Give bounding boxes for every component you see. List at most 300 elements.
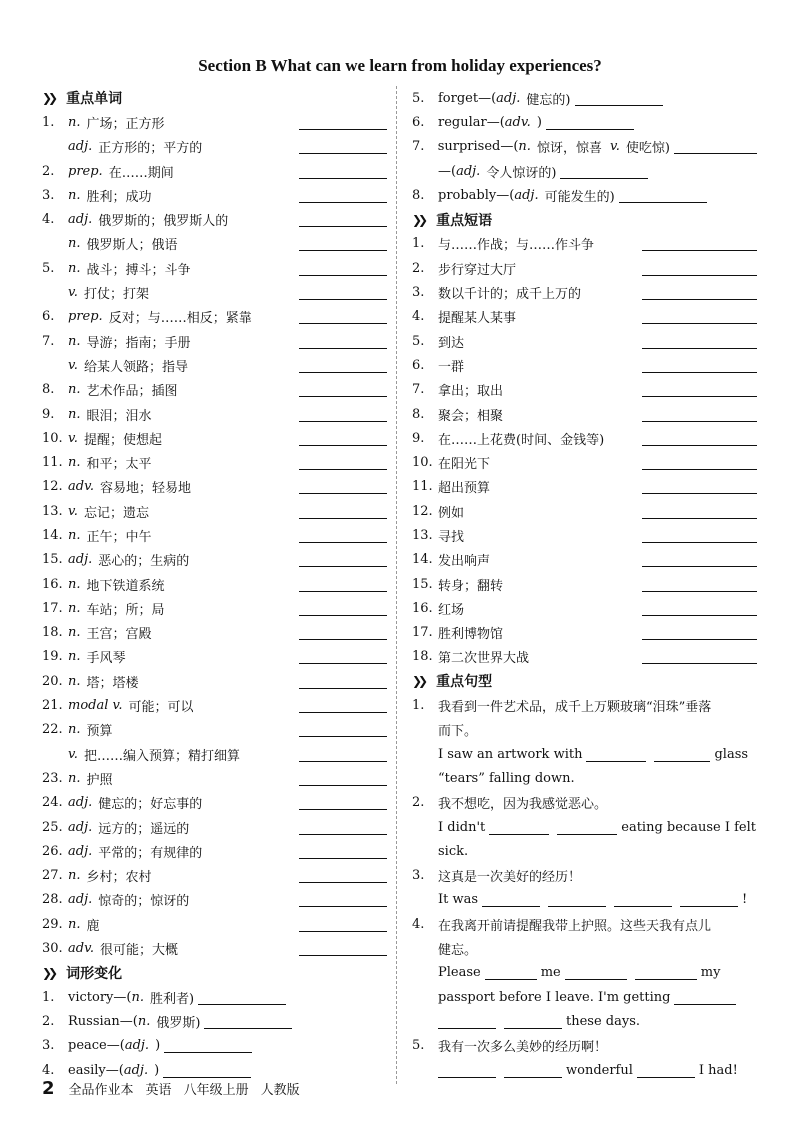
part-of-speech: n. [68, 916, 81, 932]
double-chevron-icon: ❯❯ [412, 212, 425, 227]
part-of-speech: n. [68, 576, 81, 592]
chinese-phrase: 第二次世界大战 [438, 651, 530, 667]
sentence-row: I saw an artwork with glass [438, 746, 749, 762]
item-number: 17. [42, 600, 63, 616]
answer-blank[interactable] [299, 504, 387, 519]
answer-blank[interactable] [642, 601, 757, 616]
item-number: 9. [412, 430, 425, 446]
answer-blank[interactable] [504, 1014, 562, 1029]
item-number: 28. [42, 892, 63, 908]
item-number: 13. [42, 503, 63, 519]
answer-blank[interactable] [642, 625, 757, 640]
chinese-phrase: 在阳光下 [438, 457, 491, 473]
answer-blank[interactable] [299, 236, 387, 251]
item-number: 6. [42, 309, 55, 325]
part-of-speech: prep. [68, 309, 103, 325]
chinese-meaning: 很可能；大概 [100, 943, 179, 959]
part-of-speech: adj. [124, 1038, 150, 1054]
answer-blank[interactable] [299, 601, 387, 616]
answer-blank[interactable] [586, 747, 646, 762]
item-number: 13. [412, 527, 433, 543]
chinese-meaning: 俄罗斯) [156, 1015, 201, 1031]
answer-blank[interactable] [163, 1063, 251, 1078]
answer-blank[interactable] [299, 431, 387, 446]
phrase-row [412, 232, 757, 256]
item-number: 11. [42, 455, 63, 471]
answer-blank[interactable] [614, 892, 672, 907]
chinese-meaning: 令人惊讶的) [486, 165, 557, 181]
chinese-meaning: 可能；可以 [128, 700, 194, 716]
chinese-meaning: ) [154, 1062, 160, 1078]
answer-blank[interactable] [504, 1063, 562, 1078]
answer-blank[interactable] [299, 552, 387, 567]
answer-blank[interactable] [299, 941, 387, 956]
column-divider [396, 86, 397, 1084]
sentence-row: sick. [438, 843, 469, 859]
vocab-row [42, 159, 387, 183]
vocab-row [42, 305, 387, 329]
part-of-speech: n. [68, 406, 81, 422]
item-number: 24. [42, 795, 63, 811]
answer-blank[interactable] [299, 722, 387, 737]
answer-blank[interactable] [485, 965, 537, 980]
part-of-speech: v. [68, 503, 78, 519]
item-number: 15. [412, 576, 433, 592]
chinese-phrase: 步行穿过大厅 [438, 262, 517, 278]
answer-blank[interactable] [299, 820, 387, 835]
section-heading-phrases: ❯❯ 重点短语 [412, 212, 493, 229]
answer-blank[interactable] [565, 965, 627, 980]
chinese-meaning: 健忘的) [526, 92, 571, 108]
answer-blank[interactable] [299, 358, 387, 373]
answer-blank[interactable] [642, 407, 757, 422]
answer-blank[interactable] [204, 1014, 292, 1029]
answer-blank[interactable] [548, 892, 606, 907]
vocab-row [42, 742, 387, 766]
item-number: 20. [42, 673, 63, 689]
vocab-row [42, 621, 387, 645]
phrase-row [412, 256, 757, 280]
form-row [412, 159, 757, 183]
phrase-row [412, 523, 757, 547]
chinese-meaning: 预算 [86, 724, 113, 740]
part-of-speech: prep. [68, 163, 103, 179]
sentence-row: I didn't eating because I felt [438, 819, 756, 835]
item-number: 7. [412, 382, 425, 398]
part-of-speech: n. [518, 139, 531, 155]
item-number: 4. [42, 1062, 55, 1078]
answer-blank[interactable] [642, 649, 757, 664]
vocab-row [42, 864, 387, 888]
vocab-row [42, 548, 387, 572]
part-of-speech: adv. [68, 941, 95, 957]
chinese-meaning: 俄罗斯的；俄罗斯人的 [98, 214, 229, 230]
source-word: easily—( [68, 1062, 124, 1078]
vocab-row [42, 936, 387, 960]
forms-list-right [412, 86, 757, 207]
phrase-row [412, 645, 757, 669]
part-of-speech: n. [131, 989, 144, 1005]
answer-blank[interactable] [482, 892, 540, 907]
phrase-row [412, 329, 757, 353]
item-number: 6. [412, 357, 425, 373]
chinese-meaning: 打仗；打架 [83, 287, 149, 303]
chinese-phrase: 在……上花费(时间、金钱等) [438, 432, 605, 448]
chinese-meaning: 导游；指南；手册 [86, 335, 191, 351]
answer-blank[interactable] [299, 674, 387, 689]
source-word: probably—( [438, 187, 515, 203]
chinese-meaning: 王宫；宫殿 [86, 627, 152, 643]
answer-blank[interactable] [619, 188, 707, 203]
vocab-row [42, 693, 387, 717]
item-number: 18. [412, 649, 433, 665]
vocab-row [42, 232, 387, 256]
chinese-meaning: ) [536, 114, 542, 130]
answer-blank[interactable] [299, 868, 387, 883]
item-number: 16. [42, 576, 63, 592]
item-number: 1. [42, 114, 55, 130]
item-number: 3. [42, 1038, 55, 1054]
vocab-row [42, 645, 387, 669]
item-number: 10. [412, 455, 433, 471]
part-of-speech: adj. [496, 90, 521, 106]
section-heading-sentences: ❯❯ 重点句型 [412, 674, 493, 691]
item-number: 7. [42, 333, 55, 349]
chinese-meaning: 乡村；农村 [86, 870, 152, 886]
sentence-list [412, 693, 757, 1082]
answer-blank[interactable] [299, 285, 387, 300]
part-of-speech: adj. [68, 139, 93, 155]
page-title: Section B What can we learn from holiday experiences? [198, 56, 602, 75]
chinese-meaning: 胜利；成功 [86, 189, 152, 205]
phrase-row [412, 280, 757, 304]
item-number: 1. [42, 989, 55, 1005]
part-of-speech: n. [68, 187, 81, 203]
source-word: forget—( [438, 90, 497, 106]
chinese-meaning: 容易地；轻易地 [100, 481, 192, 497]
answer-blank[interactable] [546, 115, 634, 130]
vocab-row [42, 791, 387, 815]
sentence-row: Please me my [438, 965, 721, 981]
vocab-row [42, 329, 387, 353]
part-of-speech: adv. [504, 114, 531, 130]
answer-blank[interactable] [575, 91, 663, 106]
part-of-speech: adj. [68, 892, 93, 908]
item-number: 18. [42, 625, 63, 641]
section-heading-vocab: ❯❯ 重点单词 [42, 91, 123, 108]
chinese-meaning: 提醒；使想起 [83, 432, 162, 448]
sentence-row: 1. 我看到一件艺术品，成千上万颗玻璃“泪珠”垂落 [412, 698, 712, 716]
vocab-row [42, 353, 387, 377]
part-of-speech: n. [137, 1013, 151, 1029]
answer-blank[interactable] [299, 455, 387, 470]
item-number: 2. [42, 163, 55, 179]
item-number: 14. [42, 527, 63, 543]
answer-blank[interactable] [642, 309, 757, 324]
left-column [42, 86, 387, 1082]
item-number: 16. [412, 600, 433, 616]
item-number: 17. [412, 625, 433, 641]
chinese-meaning: 忘记；遗忘 [83, 505, 149, 521]
double-chevron-icon: ❯❯ [42, 965, 55, 980]
chinese-phrase: 胜利博物馆 [438, 627, 504, 643]
part-of-speech: n. [68, 770, 81, 786]
answer-blank[interactable] [299, 892, 387, 907]
sentence-row: passport before I leave. I'm getting [412, 985, 757, 1009]
book-name: 全品作业本 [68, 1083, 134, 1098]
part-of-speech: v. [609, 139, 620, 155]
item-number: 5. [412, 90, 425, 106]
item-number: 26. [42, 843, 63, 859]
answer-blank[interactable] [299, 625, 387, 640]
chinese-meaning: 远方的；遥远的 [98, 821, 190, 837]
part-of-speech: adj. [68, 552, 93, 568]
chinese-meaning: 反对；与……相反；紧靠 [108, 311, 252, 327]
item-number: 10. [42, 430, 63, 446]
answer-blank[interactable] [299, 188, 387, 203]
form-row [412, 183, 757, 207]
chinese-meaning: 战斗；搏斗；斗争 [86, 262, 191, 278]
answer-blank[interactable] [299, 649, 387, 664]
chinese-meaning: 车站；所；局 [86, 602, 165, 618]
answer-blank[interactable] [637, 1063, 695, 1078]
double-chevron-icon: ❯❯ [42, 91, 55, 106]
answer-blank[interactable] [642, 577, 757, 592]
chinese-meaning: 地下铁道系统 [86, 578, 165, 594]
chinese-meaning: 手风琴 [86, 651, 126, 667]
chinese-meaning: 护照 [86, 772, 113, 788]
answer-blank[interactable] [557, 820, 617, 835]
item-number: 30. [42, 941, 63, 957]
part-of-speech: v. [68, 430, 78, 446]
answer-blank[interactable] [642, 504, 757, 519]
chinese-meaning: 广场；正方形 [86, 116, 165, 132]
answer-blank[interactable] [654, 747, 710, 762]
answer-blank[interactable] [680, 892, 738, 907]
phrase-row [412, 572, 757, 596]
answer-blank[interactable] [198, 990, 286, 1005]
item-number: 29. [42, 916, 63, 932]
answer-blank[interactable] [642, 261, 757, 276]
part-of-speech: adj. [68, 795, 93, 811]
item-number: 4. [42, 212, 55, 228]
answer-blank[interactable] [299, 407, 387, 422]
answer-blank[interactable] [642, 236, 757, 251]
vocab-row [42, 450, 387, 474]
chinese-meaning: 眼泪；泪水 [86, 408, 152, 424]
answer-blank[interactable] [299, 139, 387, 154]
form-row [412, 110, 757, 134]
vocab-row [42, 135, 387, 159]
item-number: 8. [42, 382, 55, 398]
chinese-phrase: 提醒某人某事 [438, 311, 517, 327]
chinese-meaning: 俄罗斯人；俄语 [86, 238, 178, 254]
answer-blank[interactable] [299, 795, 387, 810]
page-number: 2 [42, 1078, 55, 1099]
chinese-phrase: 转身；翻转 [438, 578, 504, 594]
answer-blank[interactable] [299, 334, 387, 349]
part-of-speech: adj. [456, 163, 481, 179]
answer-blank[interactable] [299, 917, 387, 932]
chinese-phrase: 寻找 [438, 529, 465, 545]
item-number: 27. [42, 868, 63, 884]
answer-blank[interactable] [299, 771, 387, 786]
page-footer [42, 1078, 312, 1099]
part-of-speech: adj. [123, 1062, 149, 1078]
grade: 八年级上册 [183, 1083, 249, 1098]
answer-blank[interactable] [642, 285, 757, 300]
form-row [412, 135, 757, 159]
chinese-phrase: 发出响声 [438, 554, 491, 570]
part-of-speech: n. [68, 382, 81, 398]
phrase-row [412, 353, 757, 377]
form-row [42, 1009, 387, 1033]
vocab-row [42, 839, 387, 863]
answer-blank[interactable] [489, 820, 549, 835]
section-heading-forms: ❯❯ 词形变化 [42, 965, 123, 982]
part-of-speech: n. [68, 260, 81, 276]
sentence-row: wonderful I had! [412, 1058, 757, 1082]
vocab-row [42, 523, 387, 547]
answer-blank[interactable] [642, 334, 757, 349]
part-of-speech: n. [68, 600, 81, 616]
answer-blank[interactable] [299, 479, 387, 494]
part-of-speech: n. [68, 649, 81, 665]
vocab-row [42, 402, 387, 426]
part-of-speech: adj. [68, 212, 93, 228]
vocab-row [42, 888, 387, 912]
phrase-row [412, 548, 757, 572]
source-word: Russian—( [68, 1013, 138, 1029]
form-row [42, 985, 387, 1009]
part-of-speech: adj. [514, 187, 539, 203]
part-of-speech: n. [68, 868, 81, 884]
phrase-row [412, 450, 757, 474]
chinese-phrase: 拿出；取出 [438, 384, 504, 400]
part-of-speech: adj. [68, 843, 93, 859]
chinese-phrase: 与……作战；与……作斗争 [438, 238, 595, 254]
sentence-row: these days. [412, 1009, 757, 1033]
part-of-speech: n. [68, 455, 81, 471]
item-number: 22. [42, 722, 63, 738]
phrase-row [412, 621, 757, 645]
item-number: 7. [412, 139, 425, 155]
sentence-row: “tears” falling down. [438, 770, 575, 786]
chinese-meaning: 使吃惊) [625, 141, 670, 157]
part-of-speech: adv. [68, 479, 95, 495]
item-number: 2. [42, 1013, 55, 1029]
phrase-row [412, 475, 757, 499]
part-of-speech: v. [68, 357, 78, 373]
chinese-meaning: 惊讶，惊喜 [536, 141, 602, 157]
answer-blank[interactable] [642, 552, 757, 567]
form-row [412, 86, 757, 110]
sentence-row: 2. 我不想吃，因为我感觉恶心。 [412, 795, 608, 813]
answer-blank[interactable] [299, 212, 387, 227]
item-number: 6. [412, 114, 425, 130]
vocab-row [42, 256, 387, 280]
answer-blank[interactable] [299, 747, 387, 762]
answer-blank[interactable] [299, 261, 387, 276]
part-of-speech: n. [68, 236, 81, 252]
answer-blank[interactable] [642, 358, 757, 373]
answer-blank[interactable] [299, 164, 387, 179]
answer-blank[interactable] [642, 479, 757, 494]
answer-blank[interactable] [438, 1014, 496, 1029]
form-row [42, 1034, 387, 1058]
part-of-speech: v. [68, 746, 78, 762]
answer-blank[interactable] [438, 1063, 496, 1078]
right-column [412, 86, 757, 1082]
answer-blank[interactable] [164, 1038, 252, 1053]
answer-blank[interactable] [299, 528, 387, 543]
vocab-row [42, 378, 387, 402]
answer-blank[interactable] [674, 139, 757, 154]
vocab-row [42, 280, 387, 304]
item-number: 12. [42, 479, 63, 495]
chinese-meaning: 把……编入预算；精打细算 [83, 748, 240, 764]
sentence-row: 健忘。 [438, 943, 478, 959]
source-word: victory—( [68, 989, 132, 1005]
chinese-phrase: 红场 [438, 602, 465, 618]
sentence-row: 而下。 [438, 724, 478, 740]
answer-blank[interactable] [299, 844, 387, 859]
item-number: 3. [412, 285, 425, 301]
edition: 人教版 [260, 1083, 300, 1098]
source-word: regular—( [438, 114, 505, 130]
sentence-row: 3. 这真是一次美好的经历！ [412, 868, 582, 886]
answer-blank[interactable] [560, 164, 648, 179]
chinese-meaning: 正午；中午 [86, 529, 152, 545]
answer-blank[interactable] [642, 431, 757, 446]
item-number: 21. [42, 698, 63, 714]
answer-blank[interactable] [642, 455, 757, 470]
answer-blank[interactable] [299, 698, 387, 713]
phrase-row [412, 402, 757, 426]
part-of-speech: n. [68, 333, 81, 349]
part-of-speech: n. [68, 722, 81, 738]
answer-blank[interactable] [642, 382, 757, 397]
chinese-meaning: 在……期间 [108, 165, 174, 181]
sentence-row: 5. 我有一次多么美妙的经历啊！ [412, 1038, 608, 1056]
item-number: 3. [42, 187, 55, 203]
item-number: 8. [412, 406, 425, 422]
item-number: 12. [412, 503, 433, 519]
vocab-row [42, 207, 387, 231]
answer-blank[interactable] [299, 382, 387, 397]
answer-blank[interactable] [299, 309, 387, 324]
part-of-speech: n. [68, 673, 81, 689]
chinese-meaning: 惊奇的；惊讶的 [98, 894, 190, 910]
chinese-phrase: 数以千计的；成千上万的 [438, 287, 582, 303]
answer-blank[interactable] [299, 115, 387, 130]
chinese-phrase: 超出预算 [438, 481, 491, 497]
chinese-meaning: 艺术作品；插图 [86, 384, 178, 400]
forms-list-left [42, 985, 387, 1082]
answer-blank[interactable] [674, 990, 736, 1005]
answer-blank[interactable] [642, 528, 757, 543]
chinese-meaning: 鹿 [86, 918, 100, 934]
vocab-row [42, 912, 387, 936]
answer-blank[interactable] [299, 577, 387, 592]
phrase-list [412, 232, 757, 669]
item-number: 5. [42, 260, 55, 276]
answer-blank[interactable] [635, 965, 697, 980]
part-of-speech: n. [68, 527, 81, 543]
item-number: 9. [42, 406, 55, 422]
item-number: 4. [412, 309, 425, 325]
part-of-speech: n. [68, 114, 81, 130]
